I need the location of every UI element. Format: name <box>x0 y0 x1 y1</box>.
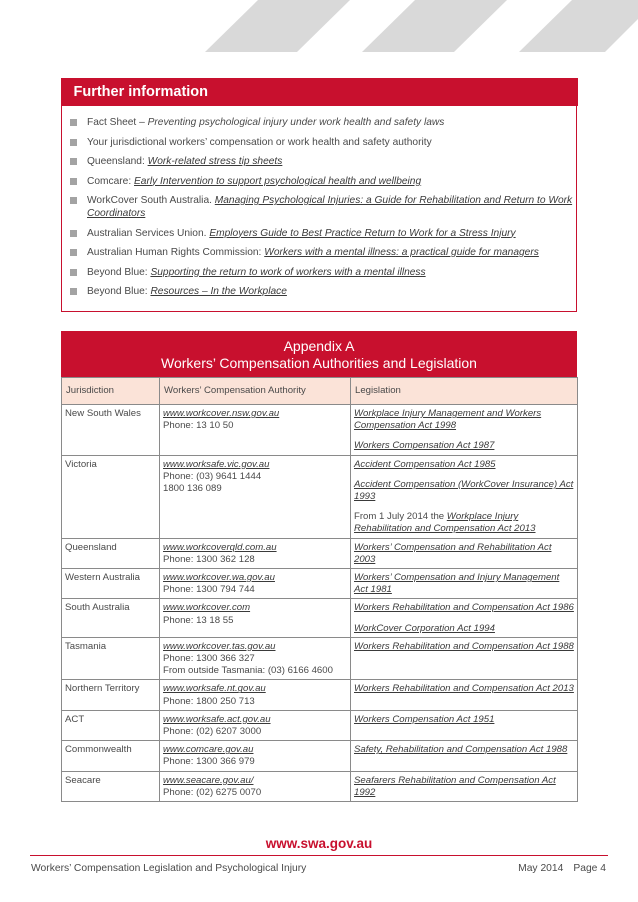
legislation-cell <box>351 741 578 771</box>
authority-phone: Phone: 13 18 55 <box>163 614 234 626</box>
legislation-entry <box>354 459 574 471</box>
authority-website-link[interactable]: www.comcare.gov.au <box>163 744 254 756</box>
item-prefix: Fact Sheet – <box>87 117 148 128</box>
legislation-link[interactable]: Workers Compensation Act 1987 <box>354 440 495 452</box>
decorative-stripes <box>0 0 638 52</box>
legislation-spacer <box>354 432 574 440</box>
square-bullet-icon <box>70 230 77 237</box>
legislation-entry <box>354 440 574 452</box>
legislation-link[interactable]: WorkCover Corporation Act 1994 <box>354 622 495 634</box>
legislation-entry <box>354 744 574 756</box>
list-item <box>70 227 576 240</box>
legislation-cell <box>351 710 578 740</box>
legislation-cell <box>351 405 578 456</box>
legislation-entry <box>354 511 574 535</box>
authority-cell <box>160 771 351 801</box>
item-prefix: Your jurisdictional workers’ compensation or work health and safety authority <box>87 136 432 148</box>
table-row <box>62 710 578 740</box>
legislation-cell <box>351 538 578 568</box>
legislation-cell <box>351 455 578 538</box>
table-row <box>62 637 578 680</box>
legislation-entry <box>354 602 574 614</box>
square-bullet-icon <box>70 119 77 126</box>
square-bullet-icon <box>70 139 77 146</box>
authority-website-link[interactable]: www.workcover.wa.gov.au <box>163 572 275 584</box>
authority-cell <box>160 538 351 568</box>
authority-phone: From outside Tasmania: (03) 6166 4600 <box>163 665 333 677</box>
column-header-authority: Workers’ Compensation Authority <box>160 378 351 405</box>
legislation-link[interactable]: Accident Compensation Act 1985 <box>354 458 496 470</box>
list-item <box>70 266 576 279</box>
table-row <box>62 538 578 568</box>
footer-divider <box>30 855 608 856</box>
authority-website-link[interactable]: www.workcover.tas.gov.au <box>163 640 276 652</box>
table-row <box>62 599 578 637</box>
table-row <box>62 405 578 456</box>
resource-link[interactable]: Supporting the return to work of workers with a mental illness <box>150 266 426 278</box>
authority-phone: Phone: 1300 362 128 <box>163 553 255 565</box>
authority-phone: Phone: 1300 366 979 <box>163 756 255 768</box>
authority-phone: Phone: (02) 6275 0070 <box>163 786 262 798</box>
list-item <box>70 155 576 168</box>
legislation-entry <box>354 542 574 566</box>
legislation-cell <box>351 599 578 637</box>
legislation-cell <box>351 569 578 599</box>
legislation-entry <box>354 623 574 635</box>
legislation-link[interactable]: Workers’ Compensation and Rehabilitation Act 2003 <box>354 541 552 565</box>
list-item <box>70 285 576 298</box>
jurisdiction-cell: Tasmania <box>62 637 160 680</box>
legislation-entry <box>354 775 574 799</box>
legislation-cell <box>351 637 578 680</box>
legislation-link[interactable]: Accident Compensation (WorkCover Insurance) Act 1993 <box>354 478 574 503</box>
authority-cell <box>160 741 351 771</box>
legislation-entry <box>354 683 574 695</box>
legislation-spacer <box>354 615 574 623</box>
appendix-subtitle: Workers’ Compensation Authorities and Legislation <box>161 355 477 371</box>
authority-website-link[interactable]: www.worksafe.act.gov.au <box>163 713 271 725</box>
authority-cell <box>160 680 351 710</box>
further-information-list <box>62 106 576 298</box>
table-row <box>62 569 578 599</box>
authority-phone: Phone: 1300 366 327 <box>163 653 255 665</box>
authority-phone: Phone: 1300 794 744 <box>163 584 255 596</box>
table-row <box>62 455 578 538</box>
authority-website-link[interactable]: www.worksafe.vic.gov.au <box>163 458 270 470</box>
table-row <box>62 741 578 771</box>
item-prefix: Australian Human Rights Commission: <box>87 247 265 258</box>
authority-cell <box>160 637 351 680</box>
appendix-header <box>61 331 577 377</box>
legislation-link[interactable]: Workers Compensation Act 1951 <box>354 713 495 725</box>
authority-phone: 1800 136 089 <box>163 483 222 495</box>
list-item <box>70 116 576 129</box>
jurisdiction-cell: Victoria <box>62 455 160 538</box>
authority-phone: Phone: 1800 250 713 <box>163 695 255 707</box>
jurisdiction-cell: Seacare <box>62 771 160 801</box>
authority-cell <box>160 569 351 599</box>
item-title: Preventing psychological injury under work health and safety laws <box>147 117 445 128</box>
square-bullet-icon <box>70 249 77 256</box>
resource-link[interactable]: Resources – In the Workplace <box>150 286 287 297</box>
authorities-table <box>61 377 578 802</box>
square-bullet-icon <box>70 197 77 204</box>
table-header-row <box>62 378 578 405</box>
appendix-title: Appendix A <box>283 338 355 354</box>
jurisdiction-cell: New South Wales <box>62 405 160 456</box>
jurisdiction-cell: Commonwealth <box>62 741 160 771</box>
item-prefix: Beyond Blue: <box>87 266 151 278</box>
jurisdiction-cell: Queensland <box>62 538 160 568</box>
authority-cell <box>160 455 351 538</box>
jurisdiction-cell: Northern Territory <box>62 680 160 710</box>
square-bullet-icon <box>70 158 77 165</box>
legislation-entry <box>354 714 574 726</box>
resource-link[interactable]: Work-related stress tip sheets <box>147 156 283 167</box>
jurisdiction-cell: ACT <box>62 710 160 740</box>
legislation-link[interactable]: Safety, Rehabilitation and Compensation Act 1988 <box>354 744 568 756</box>
footer-date: May 2014 <box>518 863 564 874</box>
authority-website-link[interactable]: www.seacare.gov.au/ <box>163 774 254 786</box>
footer-website-link[interactable]: www.swa.gov.au <box>265 836 373 851</box>
authority-website-link[interactable]: www.worksafe.nt.gov.au <box>163 683 266 695</box>
square-bullet-icon <box>70 288 77 295</box>
legislation-note: From 1 July 2014 the <box>354 511 447 523</box>
jurisdiction-cell: South Australia <box>62 599 160 637</box>
authority-cell <box>160 405 351 456</box>
legislation-spacer <box>354 503 574 511</box>
legislation-link[interactable]: Workers Rehabilitation and Compensation Act 1988 <box>354 640 574 652</box>
appendix-a <box>61 331 577 802</box>
resource-link[interactable]: Managing Psychological Injuries: a Guide for Rehabilitation and Return to Work Coordinators <box>87 195 573 219</box>
legislation-link[interactable]: Workplace Injury Management and Workers Compensation Act 1998 <box>354 408 542 432</box>
legislation-entry <box>354 641 574 653</box>
resource-link[interactable]: Workers with a mental illness: a practical guide for managers <box>264 247 539 258</box>
authority-cell <box>160 710 351 740</box>
legislation-entry <box>354 479 574 503</box>
authority-website-link[interactable]: www.workcover.nsw.gov.au <box>163 408 280 419</box>
resource-link[interactable]: Employers Guide to Best Practice Return to Work for a Stress Injury <box>209 227 516 239</box>
legislation-entry <box>354 408 574 432</box>
table-row <box>62 771 578 801</box>
legislation-link[interactable]: Workers Rehabilitation and Compensation Act 2013 <box>354 683 574 695</box>
authority-website-link[interactable]: www.workcoverqld.com.au <box>163 541 277 553</box>
item-prefix: Australian Services Union. <box>87 227 210 239</box>
legislation-link[interactable]: Seafarers Rehabilitation and Compensation Act 1992 <box>354 774 556 798</box>
square-bullet-icon <box>70 178 77 185</box>
list-item <box>70 175 576 188</box>
column-header-legislation: Legislation <box>351 378 578 405</box>
item-prefix: Beyond Blue: <box>87 286 151 297</box>
legislation-link[interactable]: Workplace Injury Rehabilitation and Compensation Act 2013 <box>354 511 536 535</box>
authority-phone: Phone: (02) 6207 3000 <box>163 726 262 738</box>
further-information-box <box>61 78 577 312</box>
jurisdiction-cell: Western Australia <box>62 569 160 599</box>
legislation-cell <box>351 771 578 801</box>
further-information-title: Further information <box>61 78 578 106</box>
list-item <box>70 136 576 149</box>
table-row <box>62 680 578 710</box>
legislation-link[interactable]: Workers Rehabilitation and Compensation Act 1986 <box>354 602 574 614</box>
footer-document-title: Workers’ Compensation Legislation and Psychological Injury <box>31 863 307 874</box>
authority-phone: Phone: (03) 9641 1444 <box>163 470 262 482</box>
item-prefix: Comcare: <box>87 175 134 187</box>
authority-phone: Phone: 13 10 50 <box>163 420 234 432</box>
resource-link[interactable]: Early Intervention to support psychological health and wellbeing <box>134 175 422 187</box>
authority-cell <box>160 599 351 637</box>
list-item <box>70 246 576 259</box>
footer-page-number: Page 4 <box>573 863 606 874</box>
item-prefix: WorkCover South Australia. <box>87 195 215 206</box>
legislation-entry <box>354 572 574 596</box>
square-bullet-icon <box>70 269 77 276</box>
legislation-cell <box>351 680 578 710</box>
legislation-spacer <box>354 471 574 479</box>
list-item <box>70 194 576 220</box>
column-header-jurisdiction: Jurisdiction <box>62 378 160 405</box>
item-prefix: Queensland: <box>87 156 148 167</box>
legislation-link[interactable]: Workers’ Compensation and Injury Management Act 1981 <box>354 572 560 596</box>
authority-website-link[interactable]: www.workcover.com <box>163 602 251 614</box>
footer-meta <box>508 863 606 874</box>
